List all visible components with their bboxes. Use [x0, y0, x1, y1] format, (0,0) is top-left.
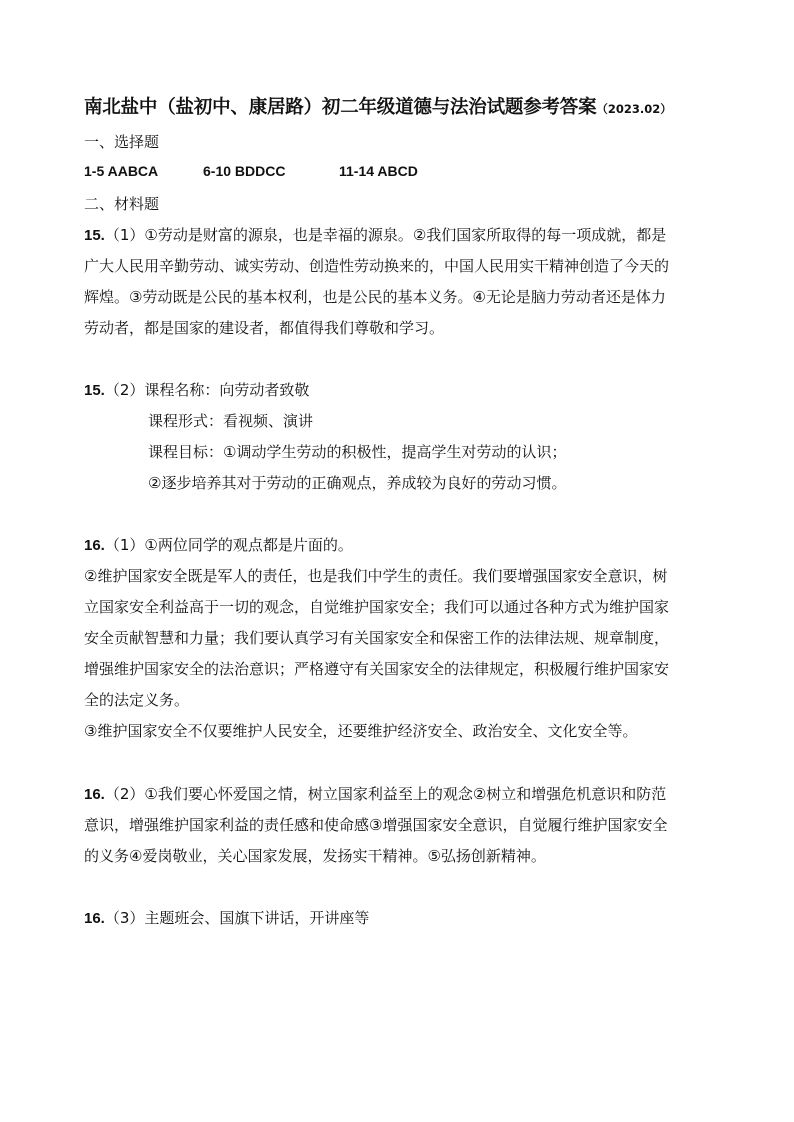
q15-1-line-4: 劳动者，都是国家的建设者，都值得我们尊敬和学习。: [84, 319, 445, 337]
q16-1-line-7: ③维护国家安全不仅要维护人民安全，还要维护经济安全、政治安全、文化安全等。: [84, 722, 638, 740]
q15-1-line-1: 15.（1）①劳动是财富的源泉，也是幸福的源泉。②我们国家所取得的每一项成就，都是: [84, 226, 667, 244]
q16-1-number: 16.: [84, 537, 105, 554]
q15-2-number: 15.: [84, 382, 105, 399]
title-date: （2023.02）: [596, 102, 672, 116]
q15-2-line-1: 15.（2）课程名称：向劳动者致敬: [84, 381, 310, 399]
q16-1-line-4: 安全贡献智慧和力量；我们要认真学习有关国家安全和保密工作的法律法规、规章制度，: [84, 629, 670, 647]
mc-answers-3: 11-14 ABCD: [339, 163, 418, 179]
q16-3-number: 16.: [84, 910, 105, 927]
q16-1-line-3: 立国家安全利益高于一切的观念，自觉维护国家安全；我们可以通过各种方式为维护国家: [84, 598, 670, 616]
q16-1-line-5: 增强维护国家安全的法治意识；严格遵守有关国家安全的法律规定，积极履行维护国家安: [84, 660, 670, 678]
q16-2-line-1: 16.（2）①我们要心怀爱国之情，树立国家利益至上的观念②树立和增强危机意识和防范: [84, 785, 667, 803]
section-heading-material: 二、材料题: [84, 195, 160, 213]
q16-1-line-1: 16.（1）①两位同学的观点都是片面的。: [84, 536, 353, 554]
q15-2-line-2: 课程形式：看视频、演讲: [148, 412, 314, 430]
q16-1-line-2: ②维护国家安全既是军人的责任，也是我们中学生的责任。我们要增强国家安全意识，树: [84, 567, 668, 585]
document-title: [84, 93, 672, 119]
q16-2-line-2: 意识，增强维护国家利益的责任感和使命感③增强国家安全意识，自觉履行维护国家安全: [84, 816, 668, 834]
title-main: 南北盐中（盐初中、康居路）初二年级道德与法治试题参考答案: [84, 97, 597, 118]
q15-1-number: 15.: [84, 227, 105, 244]
q16-3-line-1: 16.（3）主题班会、国旗下讲话，开讲座等: [84, 909, 370, 927]
q15-1-line-2: 广大人民用辛勤劳动、诚实劳动、创造性劳动换来的，中国人民用实干精神创造了今天的: [84, 257, 670, 275]
q16-2-number: 16.: [84, 786, 105, 803]
q16-1-line-6: 全的法定义务。: [84, 691, 190, 709]
q16-2-line-3: 的义务④爱岗敬业，关心国家发展，发扬实干精神。⑤弘扬创新精神。: [84, 847, 546, 865]
mc-answers-1: 1-5 AABCA: [84, 163, 159, 179]
q15-2-line-3: 课程目标：①调动学生劳动的积极性，提高学生对劳动的认识；: [148, 443, 567, 461]
q15-1-line-3: 辉煌。③劳动既是公民的基本权利，也是公民的基本义务。④无论是脑力劳动者还是体力: [84, 288, 666, 306]
q15-2-line-4: ②逐步培养其对于劳动的正确观点，养成较为良好的劳动习惯。: [148, 474, 567, 492]
section-heading-choice: 一、选择题: [84, 133, 160, 151]
mc-answers-2: 6-10 BDDCC: [203, 163, 286, 179]
